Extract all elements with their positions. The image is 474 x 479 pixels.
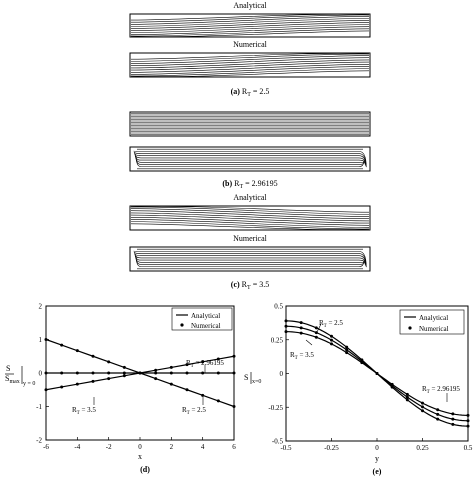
contour-line — [136, 255, 365, 262]
data-point — [154, 369, 157, 372]
contour-line — [131, 62, 369, 70]
data-point — [360, 358, 363, 361]
data-point — [92, 355, 95, 358]
x-tick-label: 4 — [200, 443, 205, 451]
data-point — [60, 385, 63, 388]
y-tick-label: -0.25 — [268, 403, 283, 412]
data-point — [345, 348, 348, 351]
x-tick-label: -2 — [105, 443, 112, 451]
panel-c-analytical-contours — [131, 206, 369, 229]
data-point — [123, 366, 126, 369]
data-point — [300, 332, 303, 335]
chart-d-annotation-2-5-text: $R_T = 2.5$ — [182, 406, 206, 416]
panel-a-bottom-label: Numerical — [233, 40, 267, 49]
contour-line — [131, 64, 369, 72]
data-point — [451, 418, 454, 421]
contour-line — [131, 56, 369, 64]
x-tick-label: 0.25 — [416, 444, 429, 452]
data-point — [92, 372, 95, 375]
chart-d-annotation-2-5 — [182, 397, 206, 416]
y-tick-label: 2 — [38, 302, 42, 311]
chart-e-annotation-3-5 — [290, 340, 314, 361]
chart-e-annotation-2-96195-text: $R_T = 2.96195$ — [422, 385, 460, 395]
panel-b-analytical-contours — [131, 114, 369, 135]
contour-line — [131, 66, 369, 74]
data-point — [60, 344, 63, 347]
data-point — [92, 380, 95, 383]
x-tick-label: 0 — [138, 443, 142, 451]
data-point — [315, 326, 318, 329]
contour-line — [135, 154, 365, 165]
data-point — [154, 372, 157, 375]
chart-e-ylabel-main: S — [244, 373, 249, 382]
data-point — [186, 388, 189, 391]
chart-d-ylabel-main: S — [6, 364, 11, 373]
data-point — [123, 374, 126, 377]
chart-d-xlabel: x — [138, 452, 142, 461]
panel-c-bottom-label: Numerical — [233, 234, 267, 243]
data-point — [300, 326, 303, 329]
contour-line — [134, 153, 365, 166]
panel-a-top-label: Analytical — [233, 1, 267, 10]
chart-d-legend-line-label: Analytical — [191, 312, 221, 320]
chart-e-annotation-3-5-leader — [306, 340, 312, 345]
chart-e-legend — [400, 310, 464, 334]
y-tick-label: -2 — [36, 436, 42, 445]
data-point — [60, 372, 63, 375]
data-point — [285, 330, 288, 333]
chart-d-legend — [172, 308, 232, 330]
chart-e-legend-marker-swatch — [408, 326, 411, 329]
data-point — [45, 388, 48, 391]
x-tick-label: 2 — [169, 443, 174, 451]
chart-e-xlabel: y — [375, 454, 379, 463]
contour-line — [131, 219, 369, 227]
x-tick-label: 0.5 — [463, 444, 473, 452]
x-tick-label: -4 — [74, 443, 81, 451]
data-point — [170, 366, 173, 369]
y-tick-label: 0.25 — [270, 336, 283, 345]
panel-c-top-label: Analytical — [233, 193, 267, 202]
data-point — [201, 394, 204, 397]
chart-d-ylabel-cond: y = 0 — [23, 381, 36, 387]
data-point — [76, 372, 79, 375]
data-point — [217, 399, 220, 402]
data-point — [45, 338, 48, 341]
data-point — [406, 396, 409, 399]
panel-a-caption: (a) $R_T = 2.5$ — [230, 87, 270, 98]
y-tick-label: 1 — [38, 336, 42, 344]
contour-line — [131, 211, 369, 219]
data-point — [233, 372, 236, 375]
chart-d-caption: (d) — [140, 465, 150, 474]
data-point — [107, 372, 110, 375]
contour-line — [134, 253, 365, 266]
data-point — [107, 360, 110, 363]
contour-line — [131, 69, 369, 76]
data-point — [76, 349, 79, 352]
data-point — [467, 425, 470, 428]
chart-d-ylabel — [5, 364, 35, 387]
chart-d-annotation-3-5 — [72, 397, 96, 416]
data-point — [76, 383, 79, 386]
chart-d — [5, 303, 236, 475]
x-tick-label: -6 — [43, 443, 49, 451]
data-point — [170, 383, 173, 386]
contour-line — [131, 222, 369, 229]
contour-line — [134, 252, 366, 267]
chart-e-ylabel — [244, 372, 261, 385]
chart-e-annotation-2-5 — [316, 319, 343, 334]
contour-line — [135, 254, 365, 265]
data-point — [217, 372, 220, 375]
contour-line — [131, 54, 369, 61]
data-point — [170, 372, 173, 375]
contour-line — [136, 155, 365, 162]
chart-d-annotation-3-5-text: $R_T = 3.5$ — [72, 406, 96, 416]
panel-c-caption: (c) $R_T = 3.5$ — [230, 280, 270, 291]
x-tick-label: -0.25 — [324, 444, 339, 452]
y-tick-label: 0 — [38, 369, 42, 378]
data-point — [436, 418, 439, 421]
data-point — [421, 402, 424, 405]
data-point — [330, 335, 333, 338]
data-point — [421, 409, 424, 412]
panel-c-numerical-frame — [130, 247, 370, 271]
contour-line — [136, 157, 363, 166]
data-point — [345, 351, 348, 354]
data-point — [330, 342, 333, 345]
contour-line — [131, 60, 369, 68]
data-point — [436, 408, 439, 411]
chart-d-legend-marker-swatch — [180, 323, 183, 326]
contour-line — [131, 213, 369, 221]
panel-a-analytical-contours — [131, 14, 369, 36]
data-point — [467, 414, 470, 417]
chart-d-ylabel-denominator: $S_{max}$ — [5, 374, 20, 385]
data-point — [406, 398, 409, 401]
chart-d-annotation-2-96195-text: $R_T = 2.96195$ — [186, 359, 224, 369]
contour-line — [131, 217, 369, 225]
contour-line — [131, 209, 369, 217]
data-point — [345, 346, 348, 349]
data-point — [467, 419, 470, 422]
chart-e — [244, 303, 473, 477]
data-point — [330, 339, 333, 342]
data-point — [285, 325, 288, 328]
data-point — [201, 372, 204, 375]
chart-d-annotation-2-96195 — [186, 359, 224, 373]
chart-d-legend-marker-label: Numerical — [191, 322, 221, 330]
contour-line — [134, 152, 366, 167]
y-tick-label: -0.5 — [271, 437, 283, 446]
data-point — [154, 377, 157, 380]
data-point — [300, 321, 303, 324]
data-point — [451, 423, 454, 426]
contour-line — [131, 58, 369, 66]
data-point — [123, 372, 126, 375]
data-point — [436, 413, 439, 416]
y-tick-label: 0 — [279, 370, 283, 378]
panel-b-numerical-contours — [134, 149, 367, 169]
data-point — [421, 405, 424, 408]
chart-e-legend-marker-label: Numerical — [419, 325, 449, 333]
chart-e-ylabel-cond: x=0 — [252, 379, 262, 385]
chart-e-annotation-2-5-text: $R_T = 2.5$ — [319, 319, 343, 329]
panel-c-numerical-contours — [134, 249, 367, 269]
chart-e-legend-line-label: Analytical — [419, 314, 449, 322]
contour-line — [131, 215, 369, 223]
data-point — [315, 336, 318, 339]
data-point — [376, 372, 379, 375]
data-point — [107, 377, 110, 380]
y-tick-label: 0.5 — [274, 302, 283, 311]
data-point — [45, 372, 48, 375]
panel-a-numerical-contours — [131, 53, 369, 76]
contour-line — [136, 257, 363, 266]
data-point — [186, 372, 189, 375]
data-point — [139, 372, 142, 375]
x-tick-label: -0.5 — [280, 444, 292, 452]
data-point — [406, 393, 409, 396]
x-tick-label: 6 — [232, 443, 236, 451]
data-point — [233, 405, 236, 408]
panel-b-caption: (b) $R_T = 2.96195$ — [222, 179, 278, 190]
data-point — [233, 355, 236, 358]
chart-e-annotation-2-96195 — [422, 385, 460, 402]
panel-b-numerical-frame — [130, 147, 370, 171]
chart-e-caption: (e) — [372, 467, 382, 476]
contour-line — [131, 207, 369, 214]
x-tick-label: 0 — [375, 444, 379, 452]
data-point — [451, 412, 454, 415]
y-tick-label: -1 — [36, 403, 42, 411]
data-point — [285, 319, 288, 322]
data-point — [391, 386, 394, 389]
chart-e-annotation-3-5-text: $R_T = 3.5$ — [290, 351, 314, 361]
